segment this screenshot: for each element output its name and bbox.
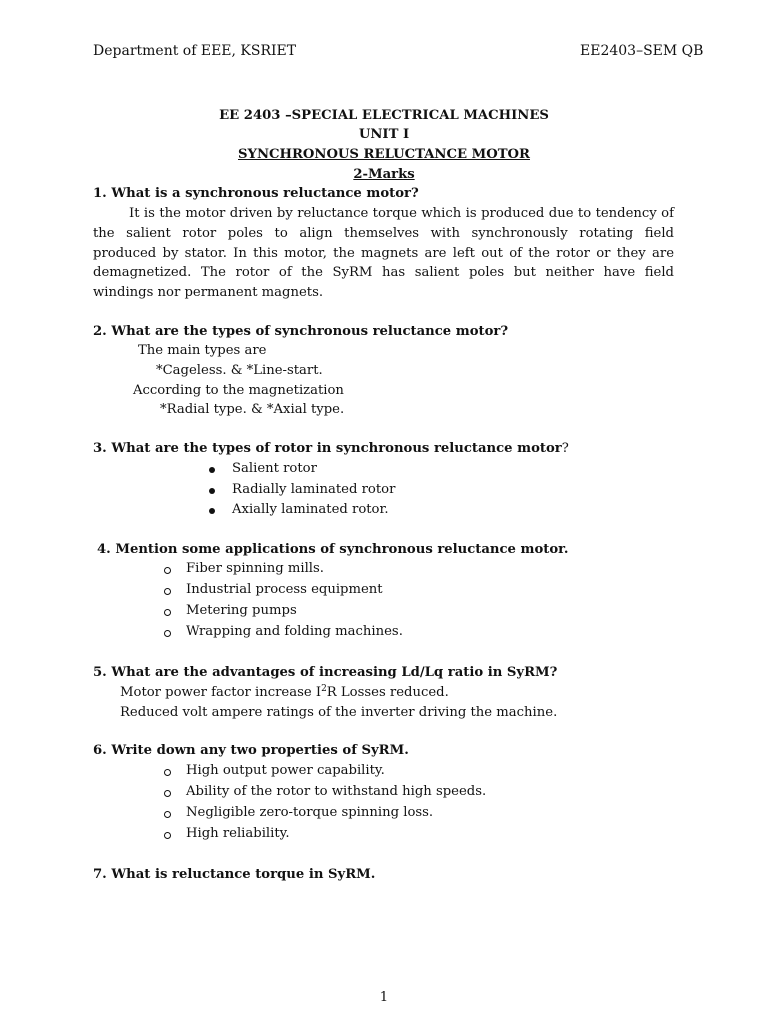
answer-5-line: Reduced volt ampere ratings of the inverter driving the machine.	[120, 705, 558, 720]
answer-2-line: *Radial type. & *Axial type.	[160, 402, 345, 417]
question-2: 2. What are the types of synchronous reluctance motor?	[93, 324, 509, 339]
question-4: 4. Mention some applications of synchronous reluctance motor.	[97, 542, 569, 557]
bullet-circle-icon	[164, 790, 171, 797]
list-item: Salient rotor	[232, 461, 317, 476]
answer-2-line: The main types are	[138, 343, 267, 358]
bullet-circle-icon	[164, 769, 171, 776]
list-item: Metering pumps	[186, 603, 297, 618]
list-item: Negligible zero-torque spinning loss.	[186, 805, 434, 820]
answer-1-line: produced by stator. In this motor, the magnets are left out of the rotor or they are	[93, 245, 674, 261]
question-6: 6. Write down any two properties of SyRM.	[93, 743, 409, 758]
list-item: Fiber spinning mills.	[186, 561, 324, 576]
unit-title: UNIT I	[358, 127, 410, 142]
answer-1	[93, 204, 674, 303]
bullet-dot-icon	[209, 508, 215, 514]
list-item: High output power capability.	[186, 763, 385, 778]
list-item: Wrapping and folding machines.	[186, 624, 403, 639]
list-item: Ability of the rotor to withstand high speeds.	[186, 784, 487, 799]
question-3-mark: ?	[561, 441, 569, 456]
list-item: Industrial process equipment	[186, 582, 383, 597]
section-title: 2-Marks	[353, 167, 415, 182]
bullet-circle-icon	[164, 832, 171, 839]
header-department: Department of EEE, KSRIET	[93, 43, 297, 59]
answer-1-line: demagnetized. The rotor of the SyRM has salient poles but neither have field	[93, 265, 674, 281]
superscript: 2	[321, 684, 327, 694]
answer-5-line	[120, 685, 449, 700]
bullet-circle-icon	[164, 811, 171, 818]
answer-5-text: Motor power factor increase I	[120, 685, 322, 700]
question-7: 7. What is reluctance torque in SyRM.	[93, 867, 376, 882]
question-1: 1. What is a synchronous reluctance motor?	[93, 186, 419, 201]
bullet-circle-icon	[164, 630, 171, 637]
answer-5-text: R Losses reduced.	[326, 685, 449, 700]
header-course-code: EE2403–SEM QB	[580, 43, 704, 59]
bullet-circle-icon	[164, 609, 171, 616]
list-item: Radially laminated rotor	[232, 482, 396, 497]
bullet-dot-icon	[209, 488, 215, 494]
page-number: 1	[379, 990, 389, 1005]
answer-1-line: It is the motor driven by reluctance torque which is produced due to tendency of	[129, 206, 674, 221]
bullet-circle-icon	[164, 588, 171, 595]
topic-title: SYNCHRONOUS RELUCTANCE MOTOR	[238, 147, 530, 162]
answer-2-line: *Cageless. & *Line-start.	[156, 363, 323, 378]
answer-1-line: the salient rotor poles to align themselves with synchronously rotating field	[93, 225, 674, 241]
list-item: High reliability.	[186, 826, 290, 841]
bullet-dot-icon	[209, 467, 215, 473]
course-title: EE 2403 –SPECIAL ELECTRICAL MACHINES	[219, 108, 549, 123]
answer-1-line: windings nor permanent magnets.	[93, 285, 324, 301]
question-3	[93, 441, 569, 456]
list-item: Axially laminated rotor.	[232, 502, 389, 517]
question-5: 5. What are the advantages of increasing Ld/Lq ratio in SyRM?	[93, 665, 558, 680]
bullet-circle-icon	[164, 567, 171, 574]
answer-2-line: According to the magnetization	[133, 383, 344, 398]
question-3-text: 3. What are the types of rotor in synchronous reluctance motor	[93, 441, 562, 456]
